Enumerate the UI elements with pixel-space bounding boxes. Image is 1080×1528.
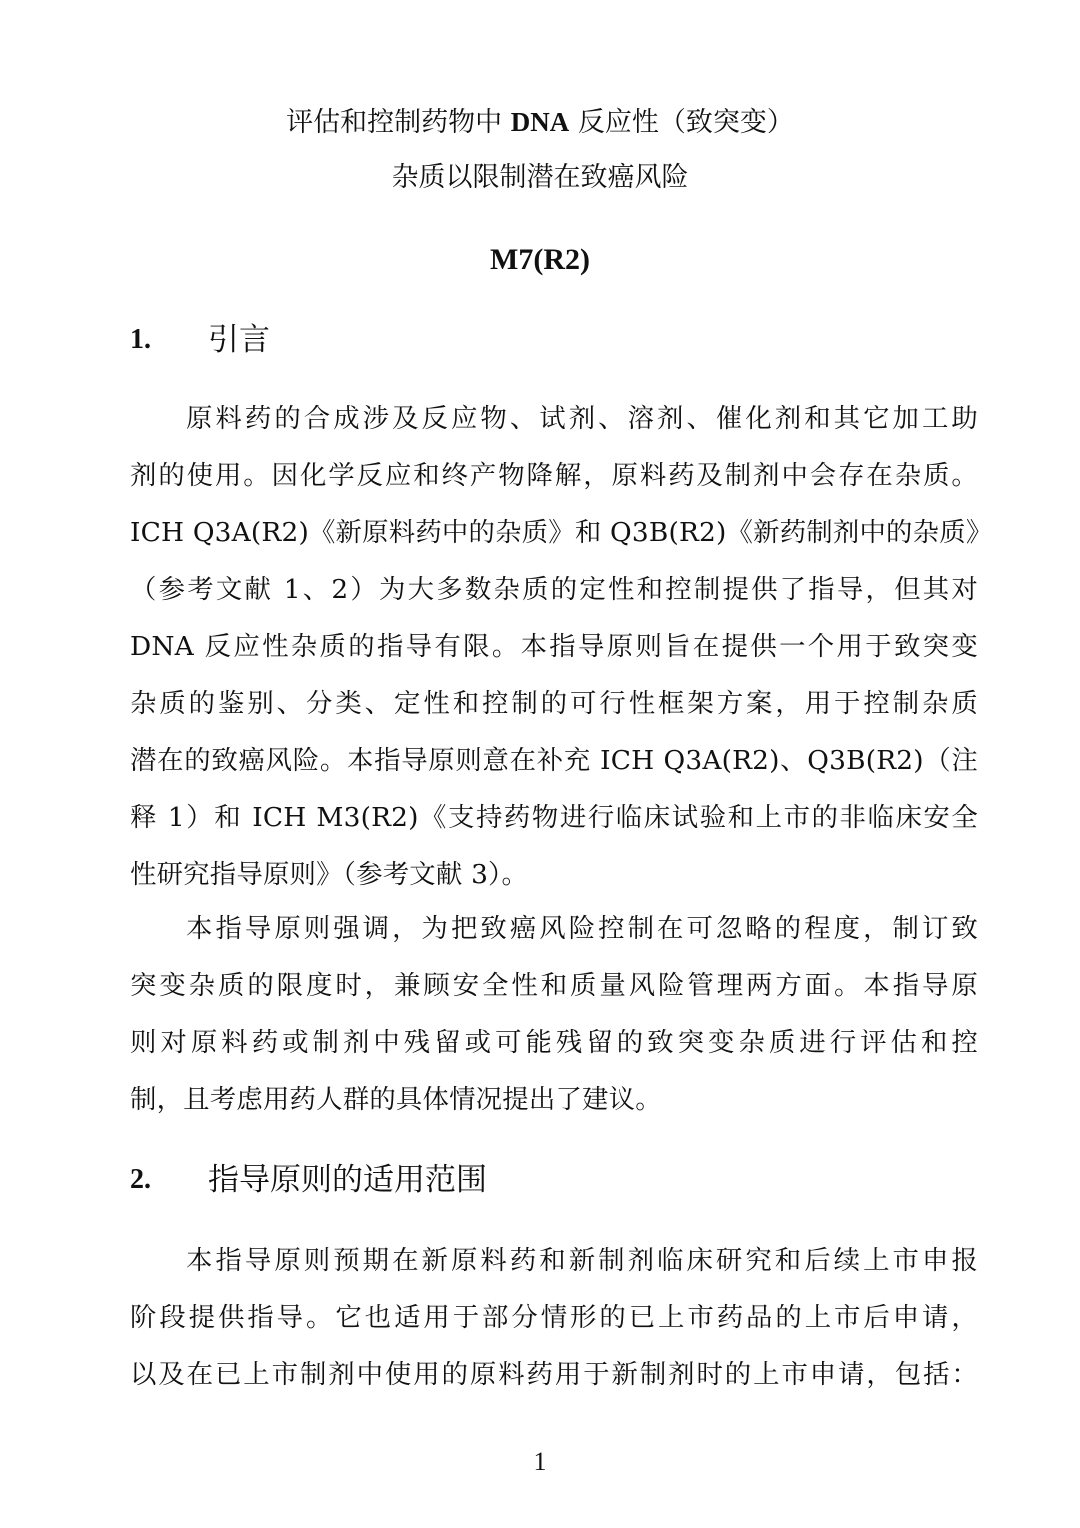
title-dna-term: DNA — [510, 107, 570, 137]
paragraph-line: ICH Q3A(R2)《新原料药中的杂质》和 Q3B(R2)《新药制剂中的杂质》 — [130, 517, 993, 548]
paragraph-line: （参考文献 1、2）为大多数杂质的定性和控制提供了指导，但其对 — [130, 574, 978, 605]
document-code: M7(R2) — [490, 243, 590, 276]
paragraph-line: 以及在已上市制剂中使用的原料药用于新制剂时的上市申请，包括： — [130, 1359, 978, 1390]
section-number: 1. — [130, 324, 151, 355]
paragraph-line: 则对原料药或制剂中残留或可能残留的致突变杂质进行评估和控 — [130, 1027, 978, 1058]
paragraph-line: 潜在的致癌风险。本指导原则意在补充 ICH Q3A(R2)、Q3B(R2)（注 — [130, 745, 978, 776]
paragraph-line: 本指导原则强调，为把致癌风险控制在可忽略的程度，制订致 — [186, 913, 978, 944]
document-title-line-2: 杂质以限制潜在致癌风险 — [391, 162, 689, 193]
paragraph-line: 释 1）和 ICH M3(R2)《支持药物进行临床试验和上市的非临床安全 — [130, 802, 978, 833]
paragraph-line: 原料药的合成涉及反应物、试剂、溶剂、催化剂和其它加工助 — [186, 403, 978, 434]
paragraph-line: 杂质的鉴别、分类、定性和控制的可行性框架方案，用于控制杂质 — [130, 688, 978, 719]
section-title: 引言 — [208, 322, 270, 358]
section-title: 指导原则的适用范围 — [208, 1162, 487, 1198]
paragraph-line: 性研究指导原则》（参考文献 3）。 — [130, 859, 529, 890]
paragraph-line: 本指导原则预期在新原料药和新制剂临床研究和后续上市申报 — [186, 1245, 978, 1276]
section-number: 2. — [130, 1164, 151, 1195]
document-title-line-1: 评估和控制药物中 DNA 反应性（致突变） — [286, 107, 794, 138]
paragraph-line: 剂的使用。因化学反应和终产物降解，原料药及制剂中会存在杂质。 — [130, 460, 978, 491]
paragraph-line: 制，且考虑用药人群的具体情况提出了建议。 — [130, 1084, 662, 1115]
page-number: 1 — [533, 1447, 547, 1476]
paragraph-line: 突变杂质的限度时，兼顾安全性和质量风险管理两方面。本指导原 — [130, 970, 978, 1001]
paragraph-line: DNA 反应性杂质的指导有限。本指导原则旨在提供一个用于致突变 — [130, 631, 978, 662]
paragraph-line: 阶段提供指导。它也适用于部分情形的已上市药品的上市后申请， — [130, 1302, 978, 1333]
